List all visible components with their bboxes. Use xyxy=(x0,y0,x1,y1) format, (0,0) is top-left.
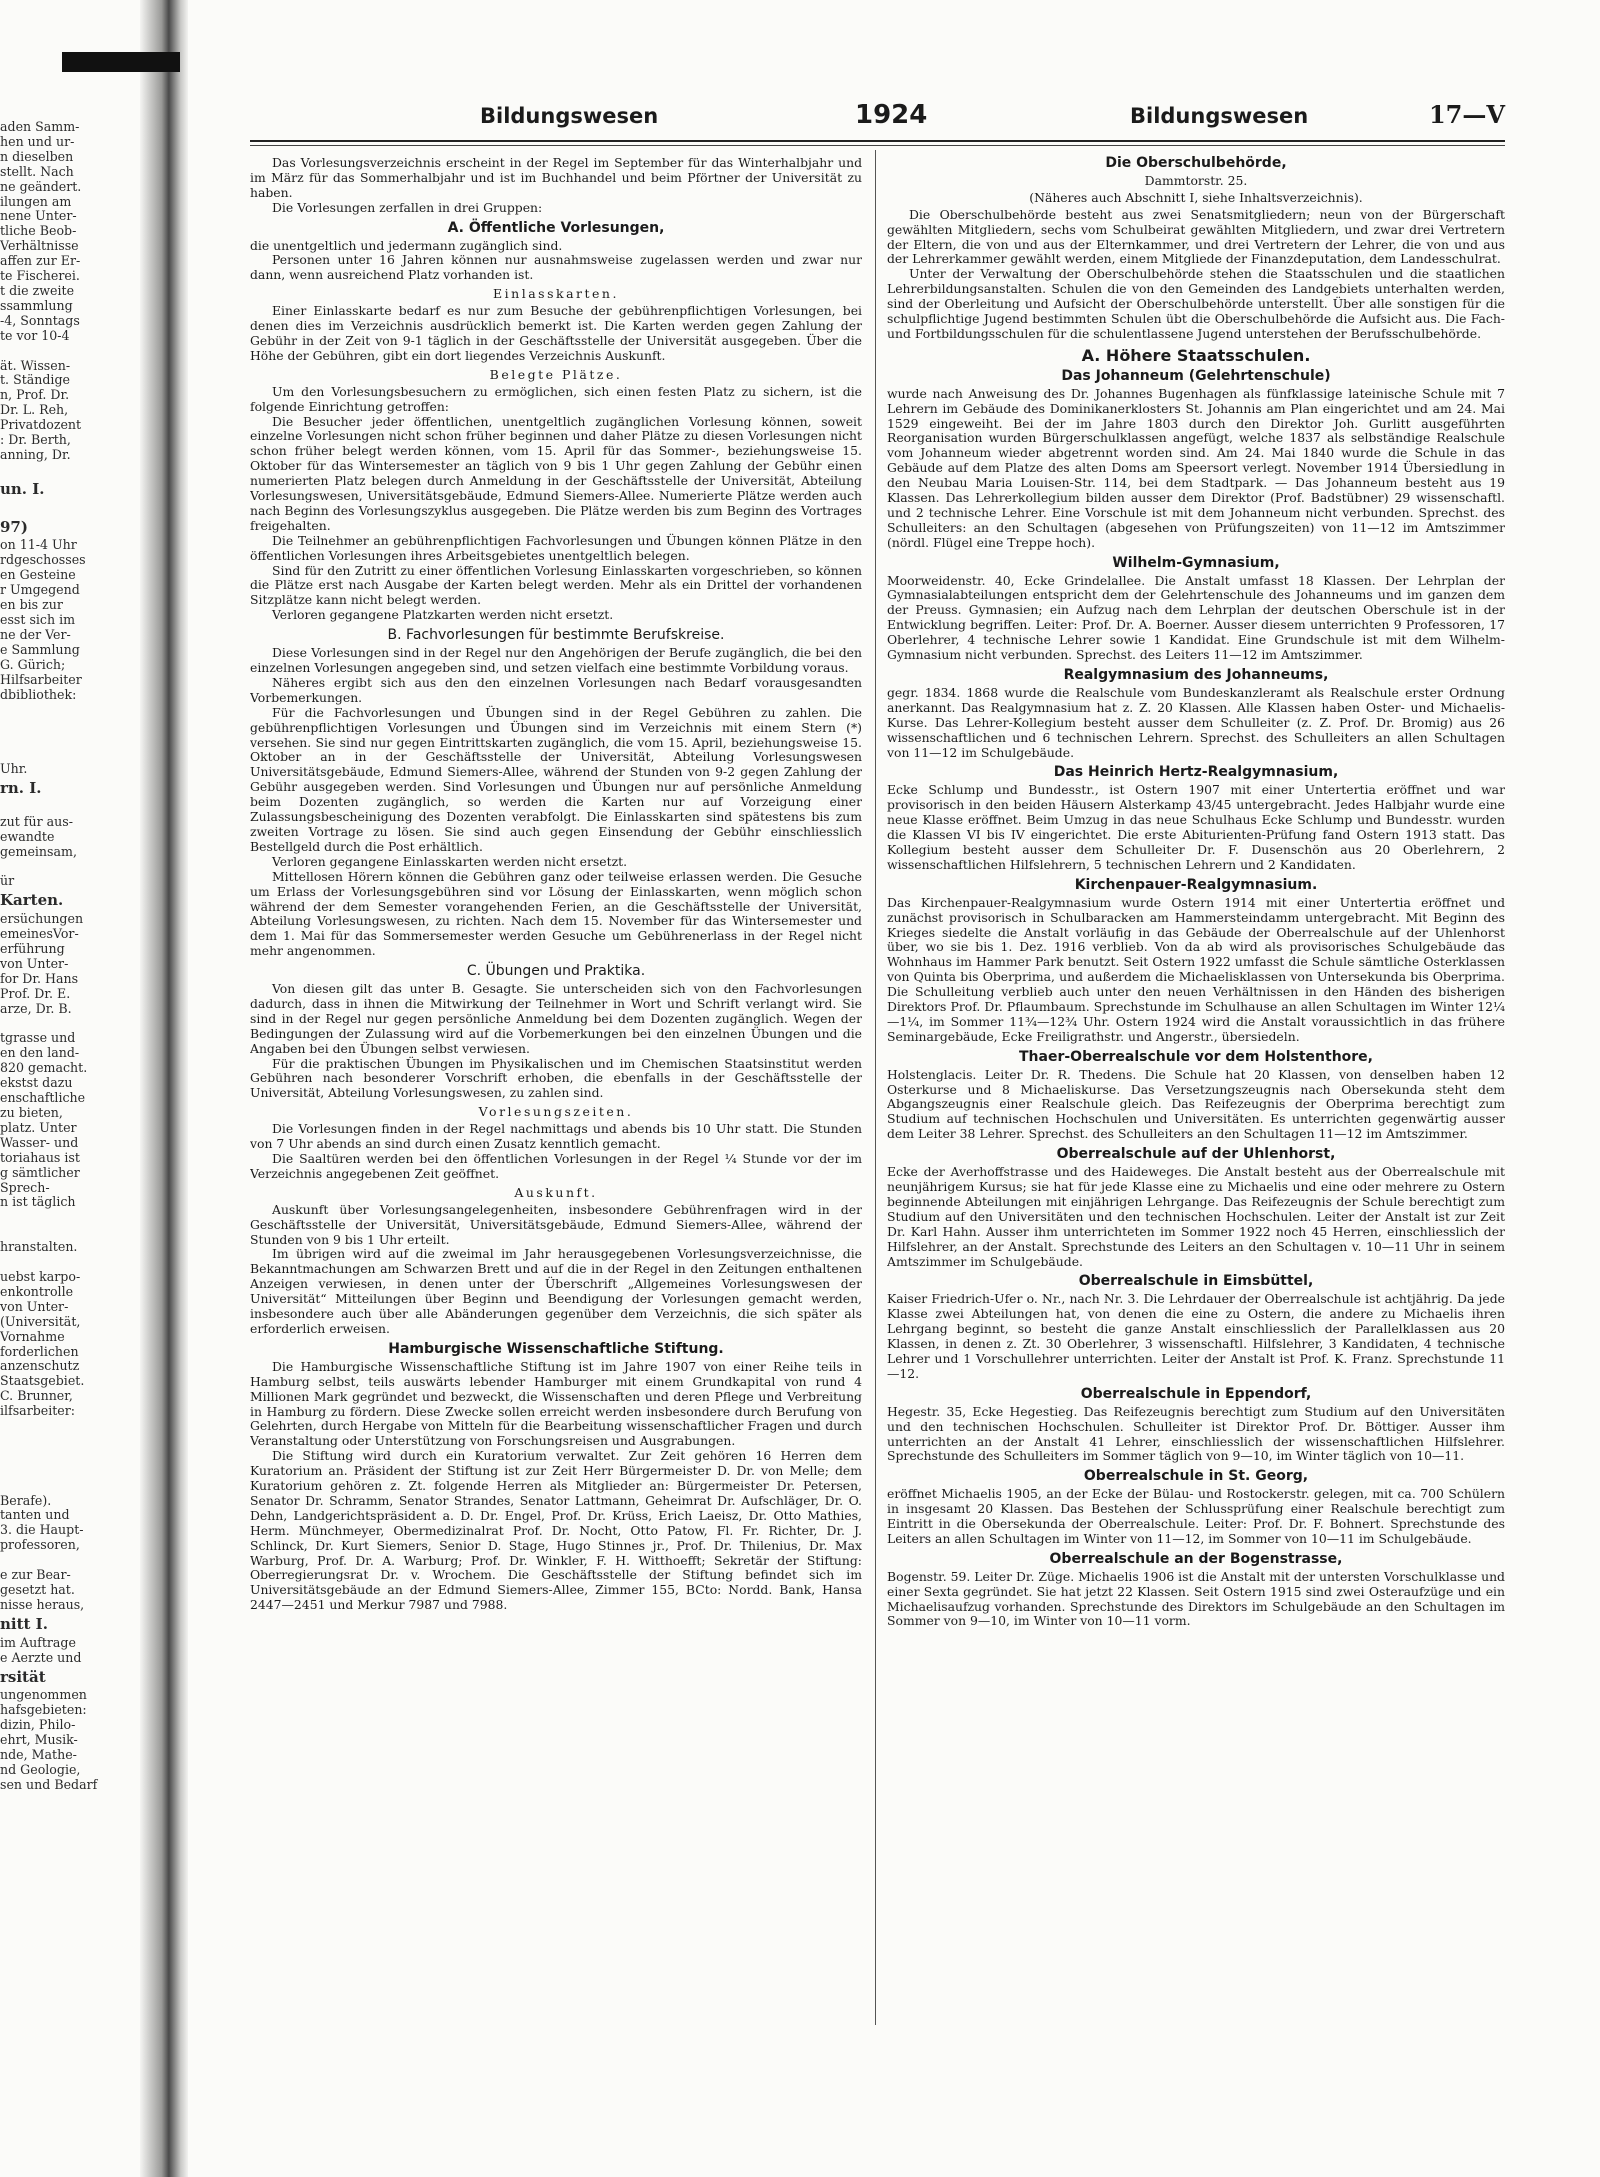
left-strip-line: n ist täglich xyxy=(0,1194,76,1210)
paragraph: Die Stiftung wird durch ein Kuratorium verwaltet. Zur Zeit gehören 16 Herren dem Kuratorium an. Präsident der Stiftung ist zur Zeit Herr Bürgermeister D. Dr. von Melle; dem Kuratorium gehören z. Zt. folgende Herren als Mitglieder an: Bürgermeister Dr. Petersen, Senator Dr. Schramm, Senator Strandes, Senator Lattmann, Geheimrat Dr. Aufschläger, Dr. O. Dehn, Landgerichtspräsident a. D. Dr. Engel, Prof. Dr. Krüss, Erich Laeisz, Dr. Otto Mathies, Herm. Münchmeyer, Obermedizinalrat Prof. Dr. Nocht, Otto Patow, Fl. Fr. Richter, Dr. J. Schlinck, Dr. Kurt Siemers, Senior D. Stage, Hugo Stinnes jr., Prof. Dr. Thilenius, Dr. Max Warburg, Prof. Dr. A. Warburg; Prof. Dr. Winkler, F. H. Witthoefft; Sekretär der Stiftung: Oberregierungsrat Dr. v. Wrochem. Die Geschäftsstelle der Stiftung befindet sich im Universitätsgebäude an der Edmund Siemers-Allee, Zimmer 155, BCto: Nordd. Bank, Hansa 2447—2451 und Merkur 7987 und 7988. xyxy=(250,1448,862,1613)
left-strip-heading: rn. I. xyxy=(0,778,42,797)
left-strip-line xyxy=(0,860,130,875)
left-strip-line: enschaftliche xyxy=(0,1090,86,1106)
school-heading: Oberrealschule in St. Georg, xyxy=(1083,1468,1309,1485)
school-heading: Oberrealschule in Eppendorf, xyxy=(1080,1385,1312,1402)
left-strip-line: ilfsarbeiter: xyxy=(0,1403,76,1419)
school-description: gegr. 1834. 1868 wurde die Realschule vom Bundeskanzleramt als Realschule erster Ordnung anerkannt. Das Realgymnasium hat z. Z. 20 Klassen. Alle Klassen haben Oster- und Michaelis-Kurse. Das Lehrer-Kollegium besteht ausser dem Schulleiter (z. Z. Prof. Dr. Bromig) aus 26 wissenschaftlichen und 6 technischen Lehrern. Sprechst. des Schulleiters an allen Schultagen von 11—12 im Schulgebäude. xyxy=(887,684,1505,760)
left-strip-line: en bis zur xyxy=(0,597,63,613)
left-strip-line: arze, Dr. B. xyxy=(0,1000,72,1016)
left-strip-line: te vor 10-4 xyxy=(0,327,70,343)
school-description: wurde nach Anweisung des Dr. Johannes Bugenhagen als fünfklassige lateinische Schule mit 7 Lehrern im Gebäude des Dominikanerklosters St. Johannis am Plan eingerichtet und am 24. Mai 1529 eingeweiht. Bei der im Jahre 1803 durch den Direktor Joh. Gurlitt ausgeführten Reorganisation wurden Bürgerschulklassen angefügt, welche 1837 als selbständige Realschule vom Johanneum wieder abgetrennt worden sind. Am 24. Mai 1840 wurde die Schule in das Gebäude auf dem Platze des alten Doms am Speersort verlegt. November 1914 Übersiedlung in den Neubau Maria Louisen-Str. 114, bei dem Stadtpark. — Das Johanneum besteht aus 19 Klassen. Das Lehrerkollegium bilden ausser dem Direktor (Prof. Badstübner) 29 wissenschaftl. und 2 technische Lehrer. Eine Vorschule ist mit dem Johanneum nicht verbunden. Sprechst. des Schulleiters: an den Schultagen (abgesehen von Prüfungszeiten) von 11—12 im Amtszimmer (nördl. Flügel eine Treppe hoch). xyxy=(887,385,1505,550)
left-strip-line: (Universität, xyxy=(0,1313,81,1329)
left-strip-line: von Unter- xyxy=(0,955,69,971)
left-strip-line: hen und ur- xyxy=(0,133,75,149)
school-list xyxy=(887,369,1505,1630)
paragraph: Auskunft über Vorlesungsangelegenheiten, insbesondere Gebührenfragen wird in der Geschäftsstelle der Universität, Universitätsgebäude, Edmund Siemers-Allee, während der Stunden von 9 bis 1 Uhr erteilt. xyxy=(250,1201,862,1247)
left-column xyxy=(250,156,862,2016)
school-description: eröffnet Michaelis 1905, an der Ecke der Bülau- und Rostockerstr. gelegen, mit ca. 700 Schülern in insgesamt 20 Klassen. Das Bestehen der Schlussprüfung einer Realschule berechtigt zum Eintritt in die Obersekunda der Oberrealschule. Leiter: Prof. Dr. F. Bohnert. Sprechstunde des Leiters an allen Schultagen im Winter von 11—12, im Sommer von 10—11 im Schulgebäude. xyxy=(887,1486,1505,1546)
left-page-strip xyxy=(0,120,130,2020)
left-strip-line xyxy=(0,717,130,732)
paragraph: Von diesen gilt das unter B. Gesagte. Sie unterscheiden sich von den Fachvorlesungen dadurch, dass in ihnen die Mitwirkung der Teilnehmer in Wort und Schrift verlangt wird. Sie sind in der Regel nur gegen persönliche Anmeldung bei dem Dozenten zugänglich. Wegen der Bedingungen der Zulassung wird auf die Vorbemerkungen bei den einzelnen Übungen und die Angaben bei den Übungen selbst verwiesen. xyxy=(250,981,862,1056)
left-strip-line: n, Prof. Dr. xyxy=(0,387,70,403)
left-strip-line: e Sammlung xyxy=(0,641,80,657)
left-strip-line: im Auftrage xyxy=(0,1634,76,1650)
left-strip-line: anning, Dr. xyxy=(0,446,71,462)
left-strip-line: for Dr. Hans xyxy=(0,970,79,986)
left-strip-heading: nitt I. xyxy=(0,1614,48,1633)
school-heading: Oberrealschule in Eimsbüttel, xyxy=(1078,1273,1314,1290)
left-strip-line xyxy=(0,1553,130,1568)
header-rule xyxy=(250,140,1505,142)
school-description: Bogenstr. 59. Leiter Dr. Züge. Michaelis 1906 ist die Anstalt mit der untersten Vorschulklasse und einer Sexta gegründet. Sie hat jetzt 22 Klassen. Seit Ostern 1915 sind zwei Osteraufzüge und ein Michaelisaufzug vorhanden. Sprechstunde des Direktors im Schulgebäude an den Schultagen im Sommer von 9—10, im Winter von 10—11 vorm. xyxy=(887,1568,1505,1629)
left-strip-line: : Dr. Berth, xyxy=(0,432,71,448)
left-strip-line: ne geändert. xyxy=(0,178,82,194)
left-strip-line: affen zur Er- xyxy=(0,253,81,269)
left-strip-line: ät. Wissen- xyxy=(0,357,71,373)
school-description: Ecke Schlump und Bundesstr., ist Ostern 1907 mit einer Untertertia eröffnet und war provisorisch in den beiden Häusern Alsterkamp 43/45 untergebracht. Jedes Halbjahr wurde eine neue Klasse eröffnet. Beim Umzug in das neue Schulhaus Ecke Schlump und Bundesstr. wurden die Klassen VI bis IV eingerichtet. Die erste Abiturienten-Prüfung fand Ostern 1913 statt. Das Kollegium besteht ausser dem Schulleiter Dr. F. Dusenschön aus 20 Oberlehrern, 2 wissenschaftlichen Hilfslehrern, 5 technischen Lehrern und 2 Kandidaten. xyxy=(887,782,1505,872)
left-strip-line xyxy=(0,1449,130,1464)
paragraph: Für die Fachvorlesungen und Übungen sind in der Regel Gebühren zu zahlen. Die gebührenpflichtigen Vorlesungen und Übungen sind im Verzeichnis mit einem Stern (*) versehen. Sie sind nur gegen Eintrittskarten zugänglich, die vom 15. April, beziehungsweise 15. Oktober an in der Geschäftsstelle der Universität, Abteilung Vorlesungswesen Universitätsgebäude, Edmund Siemers-Allee, während der Stunden von 9-2 gegen Zahlung der Gebühr ausgegeben werden. Sind Vorlesungen und Übungen nur auf persönliche Anmeldung beim Dozenten zugänglich, so werden die Karten nur auf Vorzeigung einer Zulassungsbescheinigung des Dozenten verabfolgt. Die Einlasskarten sind spätestens bis zum zweiten Vortrage zu lösen. Sie sind auch gegen Einsendung der Gebühr einschliesslich Bestellgeld durch die Post erhältlich. xyxy=(250,704,862,854)
left-strip-line: erführung xyxy=(0,941,65,957)
left-strip-line: zu bieten, xyxy=(0,1105,63,1120)
paragraph: Die Saaltüren werden bei den öffentlichen Vorlesungen in der Regel ¼ Stunde vor der im Verzeichnis angegebenen Zeit geöffnet. xyxy=(250,1151,862,1181)
school-heading: Kirchenpauer-Realgymnasium. xyxy=(1074,876,1318,893)
left-strip-line: professoren, xyxy=(0,1537,80,1553)
left-strip-line xyxy=(0,1210,130,1225)
left-strip-line: nene Unter- xyxy=(0,208,77,224)
paragraph: Verloren gegangene Einlasskarten werden nicht ersetzt. xyxy=(272,853,628,869)
left-strip-line: emeinesVor- xyxy=(0,926,79,942)
oberschulbehoerde-heading: Die Oberschulbehörde, xyxy=(1105,156,1287,171)
left-strip-line: ssammlung xyxy=(0,297,73,313)
left-strip-line: Vornahme xyxy=(0,1328,65,1344)
belegte-plaetze-heading: Belegte Plätze. xyxy=(489,366,623,382)
left-strip-heading: rsität xyxy=(0,1667,46,1686)
left-strip-line: platz. Unter xyxy=(0,1119,77,1135)
paragraph: Das Vorlesungsverzeichnis erscheint in der Regel im September für das Winterhalbjahr und im März für das Sommerhalbjahr und ist im Buchhandel und beim Pförtner der Universität zu haben. xyxy=(250,156,862,200)
left-strip-line xyxy=(0,1434,130,1449)
left-strip-line: Prof. Dr. E. xyxy=(0,985,71,1001)
left-strip-line: dbibliothek: xyxy=(0,686,77,702)
paragraph: Die Vorlesungen finden in der Regel nachmittags und abends bis 10 Uhr statt. Die Stunden von 7 Uhr abends an sind durch einen Zusatz kenntlich gemacht. xyxy=(250,1121,862,1152)
left-strip-line xyxy=(0,1017,130,1032)
left-strip-line: n dieselben xyxy=(0,148,74,164)
left-strip-line: toriahaus ist xyxy=(0,1149,80,1165)
left-strip-line: uebst karpo- xyxy=(0,1268,81,1284)
right-column xyxy=(887,156,1505,2016)
left-strip-line xyxy=(0,1464,130,1479)
school-description: Kaiser Friedrich-Ufer o. Nr., nach Nr. 3. Die Lehrdauer der Oberrealschule ist achtjährig. Da jede Klasse zwei Abteilungen hat, von denen die eine zu Ostern, die andere zu Michaelis ihren Lehrgang beginnt, so besteht die ganze Anstalt einschliesslich der Parallelklassen aus 20 Klassen, in denen z. Zt. 30 Oberlehrer, 3 wissenschaftl. Hilfslehrer, 3 Kandidaten, 4 technische Lehrer und 1 Vorschullehrer unterrichten. Leiter der Anstalt ist Prof. K. Franz. Sprechstunde 11—12. xyxy=(887,1291,1505,1381)
paragraph: die unentgeltlich und jedermann zugänglich sind. xyxy=(250,237,563,253)
left-strip-line: t. Ständige xyxy=(0,372,70,388)
header-left-title: Bildungswesen xyxy=(480,104,659,128)
paragraph: Die Teilnehmer an gebührenpflichtigen Fachvorlesungen und Übungen können Plätze in den öffentlichen Vorlesungen ihres Arbeitsgebietes unentgeltlich belegen. xyxy=(250,532,862,563)
paragraph: Unter der Verwaltung der Oberschulbehörde stehen die Staatsschulen und die staatlichen Lehrerbildungsanstalten. Schulen die von den Gemeinden des Landgebiets unterhalten werden, sind der Oberleitung und Aufsicht der Oberschulbehörde unterstellt. Über alle sonstigen für die schulpflichtige Jugend bestimmten Schulen übt die Oberschulbehörde die Aufsicht aus. Die Fach- und Fortbildungsschulen für die schulentlassene Jugend unterstehen der Berufsschulbehörde. xyxy=(887,266,1505,341)
left-strip-line: hranstalten. xyxy=(0,1239,78,1255)
header-right-title: Bildungswesen xyxy=(1130,104,1309,128)
scan-edge-bar xyxy=(62,52,180,72)
paragraph: Für die praktischen Übungen im Physikalischen und im Chemischen Staatsinstitut werden Gebühren nach besonderer Vorschrift erhoben, die ebenfalls in der Geschäftsstelle der Universität, Abteilung Vorlesungswesen, zu zahlen sind. xyxy=(250,1055,862,1101)
left-strip-line xyxy=(0,1419,130,1434)
header-rule-thin xyxy=(250,145,1505,146)
left-strip-line: Hilfsarbeiter xyxy=(0,671,82,687)
school-heading: Das Johanneum (Gelehrtenschule) xyxy=(1061,367,1331,384)
column-divider xyxy=(875,150,876,2025)
paragraph: Die Besucher jeder öffentlichen, unentgeltlich zugänglichen Vorlesung können, soweit einzelne Vorlesungen nicht schon früher beginnen und daher Plätze zu diesen Vorlesungen nicht schon früher belegt werden können, vom 15. April für das Sommer-, beziehungsweise 15. Oktober für das Wintersemester an täglich von 9 bis 1 Uhr gegen Zahlung der Gebühr einen numerierten Platz belegen durch Anmeldung in der Geschäftsstelle der Universität, Abteilung Vorlesungswesen, Universitätsgebäude, Edmund Siemers-Allee. Numerierte Plätze werden auch nach Beginn des Vorlesungszyklus ausgegeben. Die Plätze werden bis zum Beginn des Vortrages freigehalten. xyxy=(250,413,862,533)
left-strip-line: nd Geologie, xyxy=(0,1761,81,1777)
paragraph: Im übrigen wird auf die zweimal im Jahr herausgegebenen Vorlesungsverzeichnisse, die Bekanntmachungen am Schwarzen Brett und auf die in der Regel in den Zeitungen enthaltenen Anzeigen verwiesen, in denen unter der Überschrift „Allgemeines Vorlesungswesen der Universität“ Mitteilungen über Beginn und Beendigung der Vorlesungen gemacht werden, insbesondere auch über alle Abänderungen gegenüber dem Verzeichnis, die sich später als erforderlich erweisen. xyxy=(250,1246,862,1336)
left-strip-line: tgrasse und xyxy=(0,1030,76,1046)
left-strip-line xyxy=(0,800,130,815)
page-number: 17—V xyxy=(1428,100,1505,129)
left-strip-line: rdgeschosses xyxy=(0,552,86,568)
paragraph: Diese Vorlesungen sind in der Regel nur den Angehörigen der Berufe zugänglich, die bei den einzelnen Vorlesungen angegeben sind, und setzen vielfach eine bestimmte Vorbildung voraus. xyxy=(250,645,862,675)
left-strip-line: Privatdozent xyxy=(0,417,82,433)
left-strip-line: e zur Bear- xyxy=(0,1567,71,1583)
left-strip-line: gesetzt hat. xyxy=(0,1582,75,1597)
left-strip-line xyxy=(0,702,130,717)
left-strip-line: Verhältnisse xyxy=(0,238,79,254)
paragraph: Näheres ergibt sich aus den den einzelnen Vorlesungen nach Bedarf vorausgesandten Vorbemerkungen. xyxy=(250,674,862,705)
left-strip-line: Staatsgebiet. xyxy=(0,1373,85,1389)
left-strip-line: Dr. L. Reh, xyxy=(0,402,69,418)
left-strip-line: hafsgebieten: xyxy=(0,1702,87,1718)
left-strip-line: 820 gemacht. xyxy=(0,1060,88,1076)
left-strip-heading: Karten. xyxy=(0,891,64,910)
left-strip-line: ne der Ver- xyxy=(0,626,71,642)
left-strip-line: en den land- xyxy=(0,1045,80,1061)
left-strip-line: nde, Mathe- xyxy=(0,1747,77,1763)
left-strip-line xyxy=(0,1225,130,1240)
left-strip-line: forderlichen xyxy=(0,1343,79,1359)
left-strip-line: e Aerzte und xyxy=(0,1649,82,1665)
school-description: Holstenglacis. Leiter Dr. R. Thedens. Die Schule hat 20 Klassen, von denselben haben 12 Osterkurse und 8 Michaeliskurse. Das Versetzungszeugnis nach Obersekunda steht dem Abgangszeugnis einer Realschule gleich. Das Reifezeugnis der Oberprima berechtigt zum Studium auf technischen Hochschulen und Universitäten. Es unterrichten gegenwärtig ausser dem Leiter 38 Lehrer. Sprechst. des Schulleiters an den Schultagen 11—12 im Amtszimmer. xyxy=(887,1066,1505,1142)
left-strip-line xyxy=(0,1479,130,1494)
paragraph: Sind für den Zutritt zu einer öffentlichen Vorlesung Einlasskarten vorgeschrieben, so können die Plätze erst nach Ausgabe der Karten belegt werden. Mehr als ein Drittel der vorhandenen Sitzplätze kann nicht belegt werden. xyxy=(250,562,862,608)
left-strip-line: dizin, Philo- xyxy=(0,1717,76,1733)
left-strip-line: esst sich im xyxy=(0,612,76,627)
left-strip-line: nisse heraus, xyxy=(0,1596,85,1612)
paragraph: Die Oberschulbehörde besteht aus zwei Senatsmitgliedern; neun von der Bürgerschaft gewählten Mitgliedern, sechs vom Schulbeirat gewählten Mitgliedern, und zwar drei Vertretern der Eltern, die von und aus der Elternkammer, und drei Vertretern der Lehrer, die von und aus der Lehrerkammer gewählt werden, einem Mitgliede der Finanzdeputation, dem Landesschulrat. xyxy=(887,206,1505,267)
left-strip-line xyxy=(0,732,130,747)
section-b-heading: B. Fachvorlesungen für bestimmte Berufskreise. xyxy=(387,627,725,644)
left-strip-line: Wasser- und xyxy=(0,1134,79,1150)
left-strip-line: te Fischerei. xyxy=(0,268,80,284)
left-strip-line: G. Gürich; xyxy=(0,656,66,672)
left-strip-line: t die zweite xyxy=(0,282,75,298)
left-strip-line xyxy=(0,747,130,762)
school-description: Ecke der Averhoffstrasse und des Haideweges. Die Anstalt besteht aus der Oberrealschule mit neunjährigem Kursus; sie hat für jede Klasse eine zu Michaelis und eine oder mehrere zu Ostern beginnende Abteilungen mit einjährigen Lehrgange. Das Reifezeugnis der Schule berechtigt zum Studium auf den Universitäten und den technischen Hochschulen. Leiter der Anstalt ist zur Zeit Dr. Karl Hahn. Ausser ihm unterrichteten im Sommer 1922 noch 45 Herren, einschliesslich der Hilfslehrer, an der Anstalt. Sprechstunde des Leiters an den Schultagen v. 10—11 Uhr in seinem Amtszimmer im Schulgebäude. xyxy=(887,1164,1505,1269)
left-strip-line: ekstst dazu xyxy=(0,1075,73,1091)
oberschulbehoerde-reference: (Näheres auch Abschnitt I, siehe Inhaltsverzeichnis). xyxy=(1029,189,1363,205)
vorlesungszeiten-heading: Vorlesungszeiten. xyxy=(478,1104,634,1120)
paragraph: Mittellosen Hörern können die Gebühren ganz oder teilweise erlassen werden. Die Gesuche um Erlass der Vorlesungsgebühren sind vor Lösung der Einlasskarten, wenn möglich schon während der dem Semester vorangehenden Ferien, an die Geschäftsstelle der Universität, Abteilung Vorlesungswesen, zu richten. Nach dem 15. November für das Wintersemester und dem 1. Mai für das Sommersemester werden Gesuche um Gebührenerlass in der Regel nicht mehr angenommen. xyxy=(250,868,862,959)
paragraph: Verloren gegangene Platzkarten werden nicht ersetzt. xyxy=(272,607,614,623)
school-description: Moorweidenstr. 40, Ecke Grindelallee. Die Anstalt umfasst 18 Klassen. Der Lehrplan der Gymnasialabteilungen entspricht dem der Gelehrtenschule des Johanneums und im ganzen dem der Preuss. Gymnasien; ein Aufzug nach dem Lehrplan der deutschen Oberschule ist in der Entwicklung begriffen. Leiter: Prof. Dr. A. Boerner. Ausser diesem unterrichten 9 Professoren, 17 Oberlehrer, 4 technische Lehrer sowie 1 Kandidat. Eine Grundschule ist mit dem Wilhelm-Gymnasium nicht verbunden. Sprechst. des Leiters 11—12 im Amtszimmer. xyxy=(887,572,1505,663)
left-strip-line: zut für aus- xyxy=(0,813,73,829)
paragraph: Die Hamburgische Wissenschaftliche Stiftung ist im Jahre 1907 von einer Reihe teils in Hamburg selbst, teils auswärts lebender Hamburger mit einem Grundkapital von rund 4 Millionen Mark gegründet und bezweckt, die Wissenschaften und deren Pflege und Verbreitung in Hamburg zu fördern. Diese Zwecke sollen erreicht werden insbesondere durch Berufung von Gelehrten, durch Hergabe von Mitteln für die Bearbeitung wissenschaftlicher Fragen und durch Veranstaltung oder Unterstützung von Forschungsreisen und Ausgrabungen. xyxy=(250,1358,862,1449)
left-strip-line: Sprech- xyxy=(0,1179,50,1195)
left-strip-line: Berafe). xyxy=(0,1492,52,1508)
left-strip-heading: 97) xyxy=(0,517,28,536)
left-strip-line: ewandte xyxy=(0,828,55,844)
left-strip-line xyxy=(0,463,130,478)
left-strip-line: von Unter- xyxy=(0,1298,69,1314)
left-strip-line: 3. die Haupt- xyxy=(0,1522,84,1538)
school-heading: Oberrealschule an der Bogenstrasse, xyxy=(1049,1550,1343,1567)
school-description: Das Kirchenpauer-Realgymnasium wurde Ostern 1914 mit einer Untertertia eröffnet und zunächst provisorisch in Schulbaracken am Hammersteindamm untergebracht. Mit Beginn des Krieges siedelte die Anstalt vorläufig in das Gebäude der Oberrealschule auf der Uhlenhorst über, wo sie bis 1. Dez. 1916 verblieb. Von da ab wird als provisorisches Schulgebäude das Wohnhaus im Hammer Park benutzt. Seit Ostern 1922 umfasst die Schule sämtliche Osterklassen von Quinta bis Oberprima, und außerdem die Michaelisklassen von Untersekunda bis Oberprima. Die Schulleitung verblieb auch unter den neuen Verhältnissen in den Händen des bisherigen Direktors Prof. Dr. Pflaumbaum. Sprechstunde im Schulhause an allen Schultagen im Winter 12¼—1¼, im Sommer 11¾—12¾ Uhr. Ostern 1924 wird die Anstalt voraussichtlich in das frühere Seminargebäude, Ecke Freiligrathstr. und Angerstr., übersiedeln. xyxy=(887,894,1505,1044)
left-strip-line: tliche Beob- xyxy=(0,223,77,239)
school-heading: Realgymnasium des Johanneums, xyxy=(1063,667,1329,683)
left-strip-line: anzenschutz xyxy=(0,1358,80,1374)
school-heading: Oberrealschule auf der Uhlenhorst, xyxy=(1056,1146,1336,1163)
stiftung-heading: Hamburgische Wissenschaftliche Stiftung. xyxy=(388,1340,724,1357)
header-year: 1924 xyxy=(855,100,928,130)
book-spine xyxy=(140,0,188,2177)
paragraph: Einer Einlasskarte bedarf es nur zum Besuche der gebührenpflichtigen Vorlesungen, bei denen dies im Verzeichnis ausdrücklich bemerkt ist. Die Karten werden gegen Zahlung der Gebühr in der Zeit von 9-1 täglich in der Geschäftsstelle der Universität ausgegeben. Über die Höhe der Gebühren, gibt ein dort liegendes Verzeichnis Auskunft. xyxy=(250,303,862,363)
left-strip-line: r Umgegend xyxy=(0,582,80,598)
school-heading: Das Heinrich Hertz-Realgymnasium, xyxy=(1053,764,1339,781)
left-strip-line: stellt. Nach xyxy=(0,163,74,179)
left-strip-line: ungenommen xyxy=(0,1687,87,1703)
left-strip-line: gemeinsam, xyxy=(0,843,77,859)
oberschulbehoerde-address: Dammtorstr. 25. xyxy=(1144,172,1248,188)
paragraph: Die Vorlesungen zerfallen in drei Gruppen: xyxy=(272,199,543,215)
left-strip-line: on 11-4 Uhr xyxy=(0,537,77,553)
left-strip-line: aden Samm- xyxy=(0,120,80,134)
left-strip-line: ersüchungen xyxy=(0,911,84,927)
paragraph: Personen unter 16 Jahren können nur ausnahmsweise zugelassen werden und zwar nur dann, wenn ausreichend Platz vorhanden ist. xyxy=(250,252,862,283)
left-strip-heading: un. I. xyxy=(0,479,45,498)
left-strip-line: C. Brunner, xyxy=(0,1388,73,1404)
left-strip-line: tanten und xyxy=(0,1507,70,1523)
left-strip-line xyxy=(0,1255,130,1270)
left-strip-line: en Gesteine xyxy=(0,567,76,583)
einlasskarten-heading: Einlasskarten. xyxy=(493,286,619,302)
school-description: Hegestr. 35, Ecke Hegestieg. Das Reifezeugnis berechtigt zum Studium auf den Universitäten und den technischen Hochschulen. Schulleiter ist Direktor Prof. Dr. Böttiger. Ausser ihm unterrichten an der Anstalt 41 Lehrer, einschliesslich der wissenschaftlichen Hilfslehrer. Sprechstunde des Schulleiters im Sommer täglich von 9—10, im Winter täglich von 10—11. xyxy=(887,1403,1505,1464)
left-strip-line xyxy=(0,501,130,516)
left-strip-line: ehrt, Musik- xyxy=(0,1732,78,1748)
auskunft-heading: Auskunft. xyxy=(514,1184,598,1200)
left-strip-line: enkontrolle xyxy=(0,1283,74,1299)
left-strip-line: sen und Bedarf xyxy=(0,1776,98,1792)
paragraph: Um den Vorlesungsbesuchern zu ermöglichen, sich einen festen Platz zu sichern, ist die folgende Einrichtung getroffen: xyxy=(250,383,862,414)
school-heading: Wilhelm-Gymnasium, xyxy=(1112,554,1280,571)
left-strip-line: Uhr. xyxy=(0,761,28,777)
page-header xyxy=(250,100,1505,140)
hoehere-staatsschulen-heading: A. Höhere Staatsschulen. xyxy=(1081,345,1311,365)
left-strip-line: -4, Sonntags xyxy=(0,312,80,328)
section-a-heading: A. Öffentliche Vorlesungen, xyxy=(447,219,665,236)
left-strip-line: ilungen am xyxy=(0,193,72,209)
school-heading: Thaer-Oberrealschule vor dem Holstenthore, xyxy=(1019,1048,1373,1065)
left-strip-line: g sämtlicher xyxy=(0,1164,80,1180)
section-c-heading: C. Übungen und Praktika. xyxy=(466,963,646,980)
left-strip-line xyxy=(0,344,130,359)
left-strip-line: ür xyxy=(0,873,15,889)
